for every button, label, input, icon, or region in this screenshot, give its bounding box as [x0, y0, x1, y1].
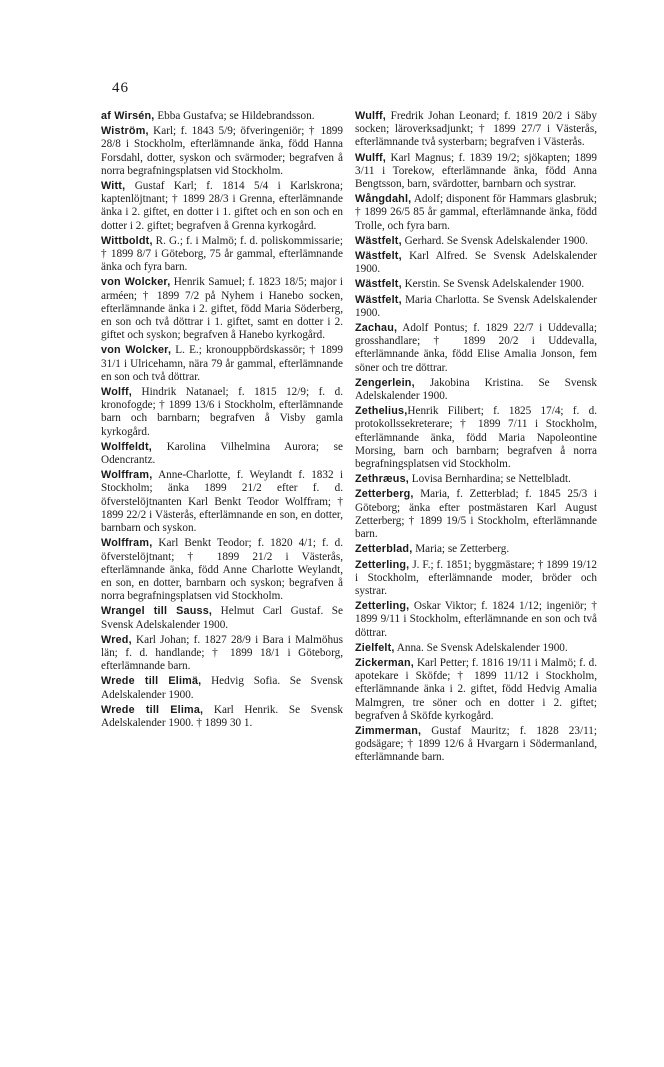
- entry: [355, 235, 597, 248]
- entry-text: Karl Johan; f. 1827 28/9 i Bara i Malmöhus län; f. d. handlande; † 1899 18/1 i Göteborg, efterlämnande barn.: [101, 633, 343, 673]
- entry: [101, 110, 343, 123]
- entry: [355, 488, 597, 541]
- entry-surname: Wrangel till Sauss,: [101, 605, 213, 618]
- entry-text: Gustaf Mauritz; f. 1828 23/11; godsägare; † 1899 12/6 å Hvargarn i Södermanland, efterlämnande barn.: [355, 724, 597, 764]
- entry-surname: Wrede till Elimä,: [101, 675, 202, 688]
- entry: [355, 600, 597, 640]
- entry-text: Gerhard. Se Svensk Adelskalender 1900.: [401, 234, 588, 247]
- entry-surname: Wästfelt,: [355, 278, 402, 291]
- entry-text: Karl Henrik. Se Svensk Adelskalender 1900. † 1899 30 1.: [101, 703, 343, 729]
- entry: [101, 441, 343, 467]
- entry: [101, 605, 343, 631]
- entry: [101, 386, 343, 439]
- entry: [101, 537, 343, 603]
- entry-surname: Wittboldt,: [101, 234, 153, 247]
- entry-text: Adolf Pontus; f. 1829 22/7 i Uddevalla; grosshandlare; † 1899 20/2 i Uddevalla, efterlämnande änka, född Elise Amalia Jonson, fem söner och tre döttrar.: [355, 322, 597, 374]
- entry: [355, 322, 597, 375]
- entry-surname: von Wolcker,: [101, 276, 171, 289]
- entry-surname: Zetterblad,: [355, 543, 413, 556]
- entry-surname: Wästfelt,: [355, 234, 402, 247]
- entry-text: Ebba Gustafva; se Hildebrandsson.: [154, 110, 315, 122]
- entry-text: Anna. Se Svensk Adelskalender 1900.: [394, 641, 568, 654]
- entry: [355, 642, 597, 655]
- entry: [355, 152, 597, 192]
- entry-text: Karl Petter; f. 1816 19/11 i Malmö; f. d. apotekare i Sköfde; † 1899 11/12 i Stockholm, efterlämnande änka i 2. giftet, född Hedvig Amalia Malmgren, tre söner och en dotter i 2. giftet; begrafven å Sköfde kyrkogård.: [355, 656, 597, 722]
- entry-text: Adolf; disponent för Hammars glasbruk; † 1899 26/5 85 år gammal, efterlämnande änka, född Trolle, och fyra barn.: [355, 193, 597, 232]
- entry-surname: Zetterberg,: [355, 488, 414, 501]
- entry-text: Gustaf Karl; f. 1814 5/4 i Karlskrona; kaptenlöjtnant; † 1899 28/3 i Grenna, efterlämnande änka i 2. giftet, en dotter i 1. giftet och en son och en dotter i 2. giftet; begrafven å Grenna kyrkogård.: [101, 180, 343, 232]
- entry: [355, 725, 597, 765]
- entry-text: Helmut Carl Gustaf. Se Svensk Adelskalender 1900.: [101, 605, 343, 631]
- entry: [355, 278, 597, 291]
- entry: [101, 704, 343, 730]
- entry-text: Lovisa Bernhardina; se Nettelbladt.: [409, 473, 571, 486]
- entry: [101, 276, 343, 342]
- entry: [355, 110, 597, 150]
- entry-text: R. G.; f. i Malmö; f. d. poliskommissarie; † 1899 8/7 i Göteborg, 75 år gammal, efterlämnande änka och fyra barn.: [101, 234, 343, 274]
- right-column: [355, 110, 597, 767]
- entry-text: Karl Benkt Teodor; f. 1820 4/1; f. d. öfverstelöjtnant; † 1899 21/2 i Västerås, efterlämnande änka, född Anne Charlotte Weylandt, en son, en dotter, barnbarn och syskon; begrafven å norra begrafningsplatsen vid Stockholm.: [101, 537, 343, 603]
- entry-text: Maria Charlotta. Se Svensk Adelskalender 1900.: [355, 293, 597, 319]
- entry: [101, 344, 343, 384]
- entry: [355, 543, 597, 556]
- entry-text: Karl; f. 1843 5/9; öfveringeniör; † 1899 28/8 i Stockholm, efterlämnande änka, född Hanna Forsdahl, dotter, syskon och svärmoder; begrafven å norra begrafningsplatsen vid Stockholm.: [101, 125, 343, 177]
- entry-surname: Zengerlein,: [355, 376, 415, 389]
- entry: [101, 125, 343, 178]
- entry-text: Kerstin. Se Svensk Adelskalender 1900.: [401, 278, 585, 291]
- entry-surname: af Wirsén,: [101, 110, 155, 122]
- entry-text: Hedvig Sofia. Se Svensk Adelskalender 1900.: [101, 675, 343, 701]
- entry-text: Jakobina Kristina. Se Svensk Adelskalender 1900.: [355, 376, 597, 403]
- entry-surname: Zetterling,: [355, 558, 410, 571]
- entry-surname: Wrede till Elima,: [101, 703, 204, 716]
- entry-text: L. E.; kronouppbördskassör; † 1899 31/1 i Ulricehamn, nära 79 år gammal, efterlämnande en son och två döttrar.: [101, 344, 343, 383]
- entry: [355, 294, 597, 320]
- entry-surname: Wångdahl,: [355, 193, 412, 206]
- entry-surname: Wred,: [101, 633, 132, 646]
- entry-surname: Wulff,: [355, 110, 386, 122]
- entry: [355, 657, 597, 723]
- entry: [355, 405, 597, 471]
- entry-surname: Wolff,: [101, 386, 132, 399]
- left-column: [101, 110, 343, 732]
- entry: [101, 180, 343, 233]
- entry-text: J. F.; f. 1851; byggmästare; † 1899 19/12 i Stockholm, efterlämnande moder, bröder och systrar.: [355, 558, 597, 597]
- entry-text: Fredrik Johan Leonard; f. 1819 20/2 i Säby socken; läroverksadjunkt; † 1899 27/7 i Västerås, efterlämnande två systerbarn; begrafven i Västerås.: [355, 110, 597, 149]
- entry: [355, 473, 597, 486]
- entry-text: Maria, f. Zetterblad; f. 1845 25/3 i Göteborg; änka efter postmästaren Karl August Zetterberg; † 1899 19/5 i Stockholm, efterlämnande barn.: [355, 488, 597, 541]
- entry-surname: Zethræus,: [355, 473, 409, 486]
- entry-surname: Wolffram,: [101, 537, 153, 550]
- entry-text: Henrik Filibert; f. 1825 17/4; f. d. protokollssekreterare; † 1899 7/11 i Stockholm, efterlämnande änka, född Maria Napoleontine Morsing, barn och barnbarn; begrafven å norra begrafningsplatsen vid Stockholm.: [355, 405, 597, 471]
- entry: [101, 469, 343, 535]
- entry: [101, 675, 343, 701]
- page-number: 46: [112, 80, 129, 96]
- entry-surname: Zachau,: [355, 322, 398, 335]
- entry-text: Karl Alfred. Se Svensk Adelskalender 1900.: [355, 250, 597, 276]
- entry-surname: Wulff,: [355, 151, 386, 164]
- entry-text: Oskar Viktor; f. 1824 1/12; ingeniör; † 1899 9/11 i Stockholm, efterlämnande en son och två döttrar.: [355, 600, 597, 639]
- entry-surname: Wolffeldt,: [101, 440, 152, 453]
- entry-surname: von Wolcker,: [101, 344, 172, 357]
- entry-surname: Zielfelt,: [355, 641, 395, 654]
- entry-surname: Wolffram,: [101, 469, 153, 482]
- entry-text: Karl Magnus; f. 1839 19/2; sjökapten; 1899 3/11 i Torekow, efterlämnande änka, född Anna Bengtsson, barn, svärdotter, barnbarn och systrar.: [355, 151, 597, 191]
- entry-surname: Zetterling,: [355, 600, 410, 613]
- entry: [355, 559, 597, 599]
- entry-text: Anne-Charlotte, f. Weylandt f. 1832 i Stockholm; änka 1899 21/2 efter f. d. öfverstelöjtnanten Karl Benkt Teodor Wolffram; † 1899 22/2 i Västerås, efterlämnande en son, en dotter, barnbarn och syskon.: [101, 469, 343, 535]
- entry-surname: Witt,: [101, 180, 126, 193]
- entry-surname: Zickerman,: [355, 656, 415, 669]
- entry: [355, 377, 597, 403]
- entry-surname: Wästfelt,: [355, 293, 402, 306]
- entry-text: Karolina Vilhelmina Aurora; se Odencrantz.: [101, 440, 343, 467]
- entry: [355, 193, 597, 233]
- entry-surname: Wiström,: [101, 125, 149, 138]
- entry: [101, 235, 343, 275]
- entry-surname: Zethelius,: [355, 405, 408, 418]
- entry: [101, 634, 343, 674]
- entry-text: Hindrik Natanael; f. 1815 12/9; f. d. kronofogde; † 1899 13/6 i Stockholm, efterlämnande barn och barnbarn; begrafven å Visby gamla kyrkogård.: [101, 386, 343, 438]
- entry: [355, 250, 597, 276]
- entry-text: Henrik Samuel; f. 1823 18/5; major i arméen; † 1899 7/2 på Nyhem i Hanebo socken, efterlämnande änka i 2. giftet, född Maria Söderberg, en son och två döttrar i 1. giftet, samt en dotter i 2. giftet och syskon; begrafven å Hanebo kyrkogård.: [101, 276, 343, 342]
- entry-text: Maria; se Zetterberg.: [412, 543, 510, 556]
- entry-surname: Wästfelt,: [355, 250, 402, 263]
- entry-surname: Zimmerman,: [355, 724, 422, 737]
